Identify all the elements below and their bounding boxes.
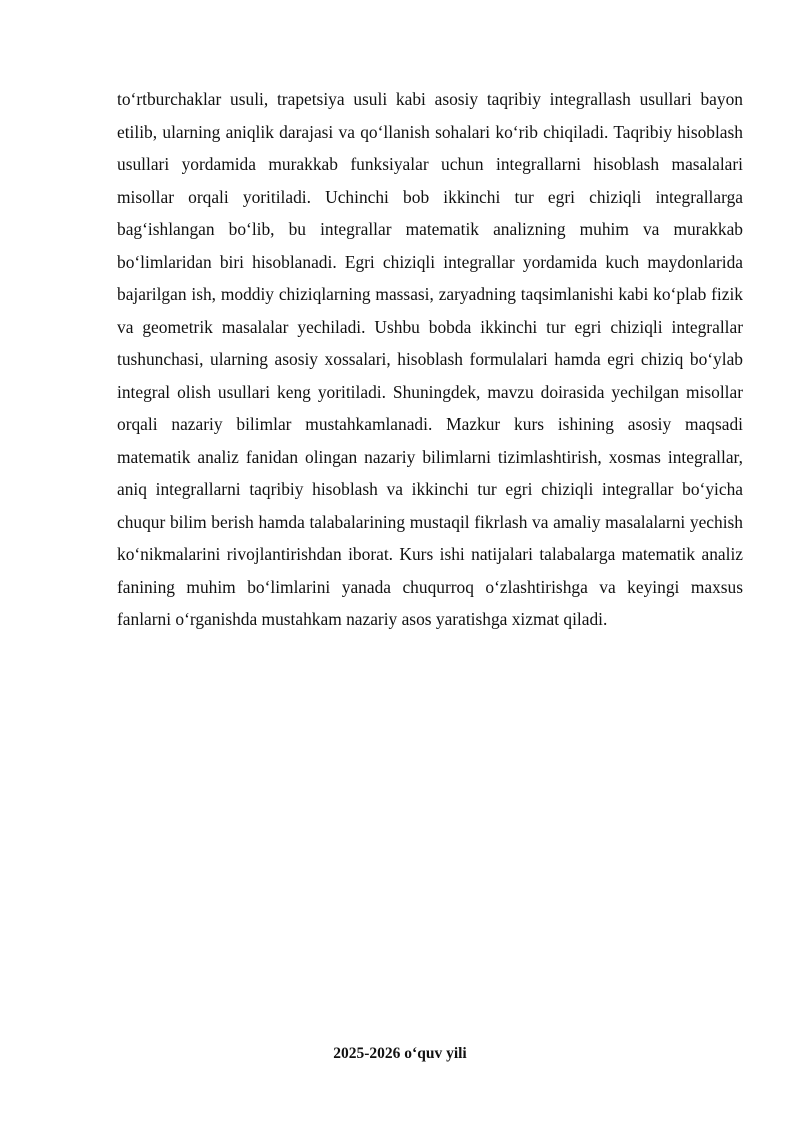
academic-year-footer: 2025-2026 o‘quv yili [333,1045,467,1062]
body-paragraph: to‘rtburchaklar usuli, trapetsiya usuli kabi asosiy taqribiy integrallash usullari bayon etilib, ularning aniqlik darajasi va qo‘llanish sohalari ko‘rib chiqiladi. Taqribiy hisoblash usullari yordamida murakkab funksiyalar uchun integrallarni hisoblash masalalari misollar orqali yoritiladi. Uchinchi bob ikkinchi tur egri chiziqli integrallarga bag‘ishlangan bo‘lib, bu integrallar matematik analizning muhim va murakkab bo‘limlaridan biri hisoblanadi. Egri chiziqli integrallar yordamida kuch maydonlarida bajarilgan ish, moddiy chiziqlarning massasi, zaryadning taqsimlanishi kabi ko‘plab fizik va geometrik masalalar yechiladi. Ushbu bobda ikkinchi tur egri chiziqli integrallar tushunchasi, ularning asosiy xossalari, hisoblash formulalari hamda egri chiziq bo‘ylab integral olish usullari keng yoritiladi. Shuningdek, mavzu doirasida yechilgan misollar orqali nazariy bilimlar mustahkamlanadi. Mazkur kurs ishining asosiy maqsadi matematik analiz fanidan olingan nazariy bilimlarni tizimlashtirish, xosmas integrallar, aniq integrallarni taqribiy hisoblash va ikkinchi tur egri chiziqli integrallar bo‘yicha chuqur bilim berish hamda talabalarining mustaqil fikrlash va amaliy masalalarni yechish ko‘nikmalarini rivojlantirishdan iborat. Kurs ishi natijalari talabalarga matematik analiz fanining muhim bo‘limlarini yanada chuqurroq o‘zlashtirishga va keyingi maxsus fanlarni o‘rganishda mustahkam nazariy asos yaratishga xizmat qiladi. [117,89,743,629]
